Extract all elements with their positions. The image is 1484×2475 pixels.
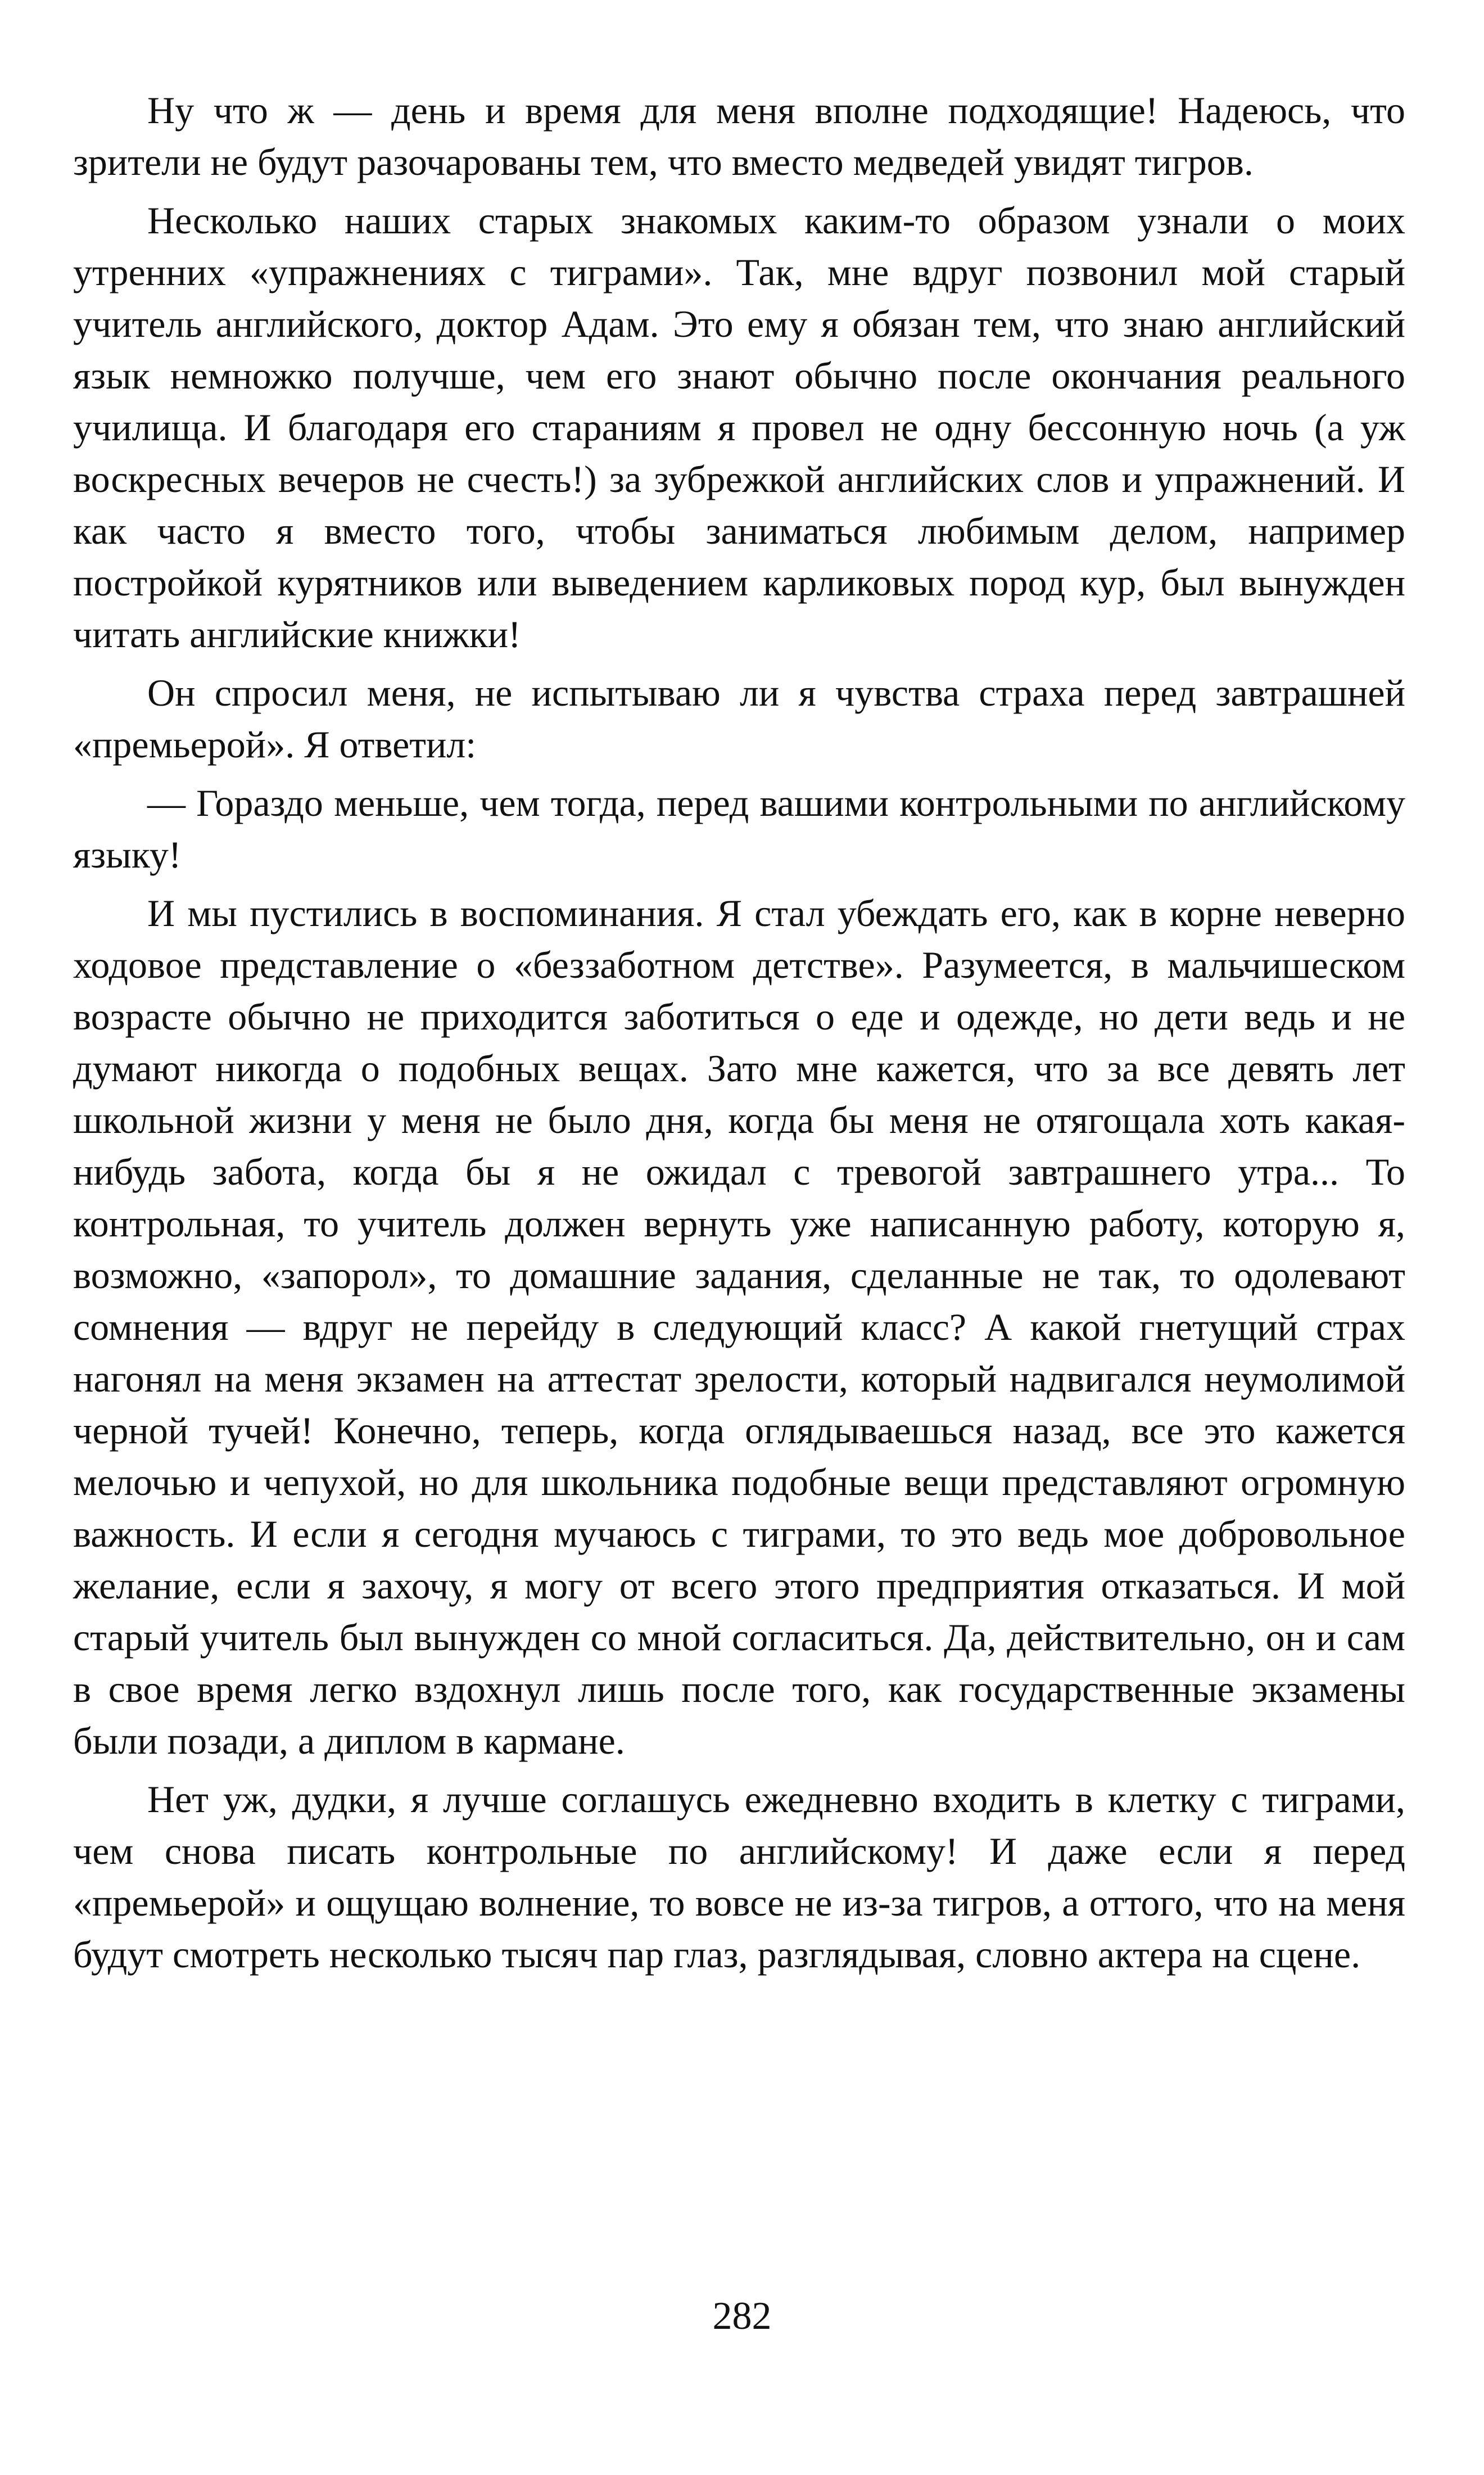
page-number: 282 — [712, 2295, 772, 2338]
paragraph-1: Ну что ж — день и время для меня вполне подходящие! Надеюсь, что зрители не будут разочарованы тем, что вместо медведей увидят тигров. — [73, 89, 1405, 183]
paragraph-6: Нет уж, дудки, я лучше соглашусь ежедневно входить в клетку с тиграми, чем снова писать контрольные по английскому! И даже если я перед «премьерой» и ощущаю волнение, то вовсе не из-за тигров, а оттого, что на меня будут смотреть несколько тысяч пар глаз, разглядывая, словно актера на сцене. — [73, 1778, 1405, 1976]
paragraph-3: Он спросил меня, не испытываю ли я чувства страха перед завтрашней «премьерой». Я ответил: — [73, 671, 1405, 766]
paragraph-5: И мы пустились в воспоминания. Я стал убеждать его, как в корне неверно ходовое представление о «беззаботном детстве». Разумеется, в мальчишеском возрасте обычно не приходится заботиться о еде и одежде, но дети ведь и не думают никогда о подобных вещах. Зато мне кажется, что за все девять лет школьной жизни у меня не было дня, когда бы меня не отягощала хоть какая-нибудь забота, когда бы я не ожидал с тревогой завтрашнего утра... То контрольная, то учитель должен вернуть уже написанную работу, которую я, возможно, «запорол», то домашние задания, сделанные не так, то одолевают сомнения — вдруг не перейду в следующий класс? А какой гнетущий страх нагонял на меня экзамен на аттестат зрелости, который надвигался неумолимой черной тучей! Конечно, теперь, когда оглядываешься назад, все это кажется мелочью и чепухой, но для школьника подобные вещи представляют огромную важность. И если я сегодня мучаюсь с тиграми, то это ведь мое добровольное желание, если я захочу, я могу от всего этого предприятия отказаться. И мой старый учитель был вынужден со мной согласиться. Да, действительно, он и сам в свое время легко вздохнул лишь после того, как государственные экзамены были позади, а диплом в кармане. — [73, 892, 1405, 1762]
paragraph-4: — Гораздо меньше, чем тогда, перед вашими контрольными по английскому языку! — [73, 782, 1405, 876]
page-body — [73, 84, 1405, 1987]
paragraph-2: Несколько наших старых знакомых каким-то образом узнали о моих утренних «упражнениях с тиграми». Так, мне вдруг позвонил мой старый учитель английского, доктор Адам. Это ему я обязан тем, что знаю английский язык немножко получше, чем его знают обычно после окончания реального училища. И благодаря его стараниям я провел не одну бессонную ночь (а уж воскресных вечеров не счесть!) за зубрежкой английских слов и упражнений. И как часто я вместо того, чтобы заниматься любимым делом, например постройкой курятников или выведением карликовых пород кур, был вынужден читать английские книжки! — [73, 199, 1405, 656]
